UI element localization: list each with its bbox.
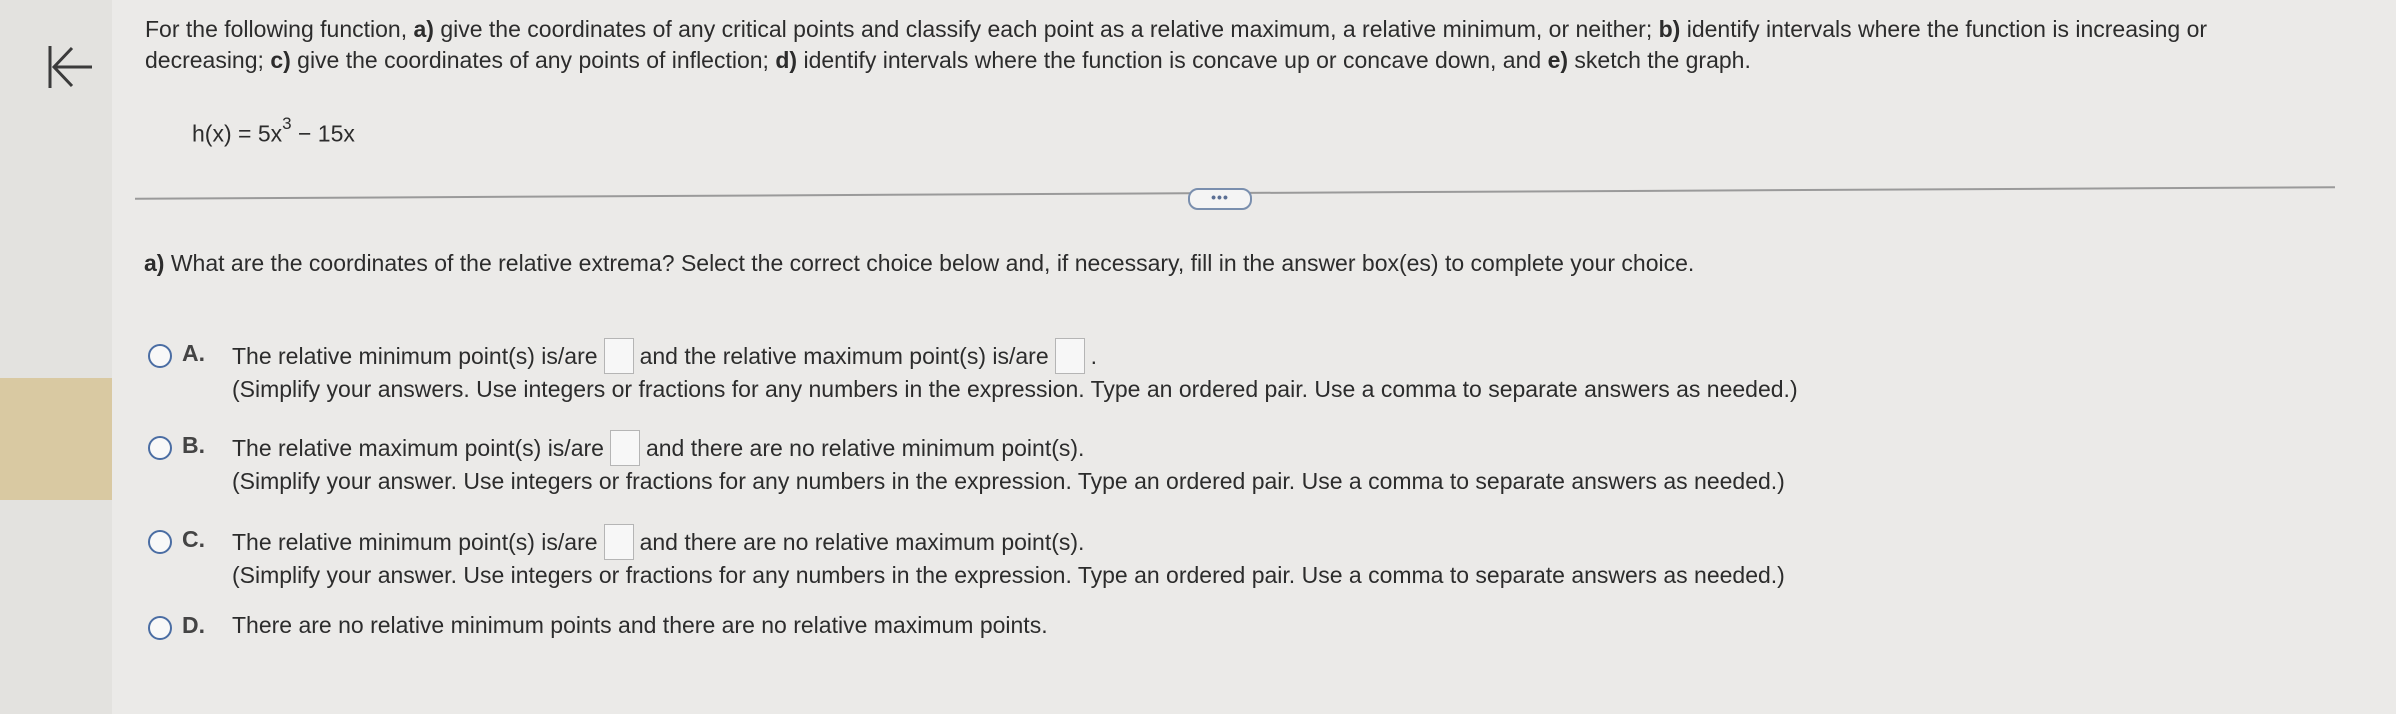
choice-a-max-answer-box[interactable]: [1055, 338, 1085, 374]
left-panel-accent: [0, 378, 112, 500]
choice-a-text: The relative minimum point(s) is/are and the relative maximum point(s) is/are .: [232, 340, 1097, 376]
choice-b-max-answer-box[interactable]: [610, 430, 640, 466]
back-to-start-button[interactable]: [42, 38, 102, 98]
choice-b-hint: (Simplify your answer. Use integers or fractions for any numbers in the expression. Type an ordered pair. Use a comma to separate answers as needed.): [232, 468, 1785, 494]
choice-c-hint: (Simplify your answer. Use integers or fractions for any numbers in the expression. Type an ordered pair. Use a comma to separate answers as needed.): [232, 562, 1785, 588]
choice-a-min-answer-box[interactable]: [604, 338, 634, 374]
choice-a-radio[interactable]: [148, 344, 172, 368]
left-panel: [0, 0, 112, 714]
choice-c-text: The relative minimum point(s) is/are and there are no relative maximum point(s).: [232, 526, 1084, 562]
choice-d-text: There are no relative minimum points and there are no relative maximum points.: [232, 612, 1048, 638]
part-a-prompt: a) What are the coordinates of the relative extrema? Select the correct choice below and, if necessary, fill in the answer box(es) to complete your choice.: [144, 250, 1695, 276]
choice-d-letter: D.: [182, 612, 205, 638]
choice-b-text: The relative maximum point(s) is/are and there are no relative minimum point(s).: [232, 432, 1084, 468]
back-to-start-icon: [42, 38, 102, 98]
choice-c-radio[interactable]: [148, 530, 172, 554]
function-expression: $h(x) = 5x^3 - 15x$: [192, 114, 355, 147]
choice-b-radio[interactable]: [148, 436, 172, 460]
question-text: For the following function, a) give the coordinates of any critical points and classify each point as a relative maximum, a relative minimum, or neither; b) identify intervals where the function is increasing or decreasing; c) give the coordinates of any points of inflection; d) identify intervals where the function is concave up or concave down, and e) sketch the graph.: [145, 16, 2208, 73]
choice-a-letter: A.: [182, 340, 205, 366]
choice-d-radio[interactable]: [148, 616, 172, 640]
choice-c-letter: C.: [182, 526, 205, 552]
choice-c-min-answer-box[interactable]: [604, 524, 634, 560]
expand-more-button[interactable]: •••: [1188, 188, 1252, 210]
choice-a-hint: (Simplify your answers. Use integers or fractions for any numbers in the expression. Type an ordered pair. Use a comma to separate answers as needed.): [232, 376, 1798, 402]
choice-b-letter: B.: [182, 432, 205, 458]
